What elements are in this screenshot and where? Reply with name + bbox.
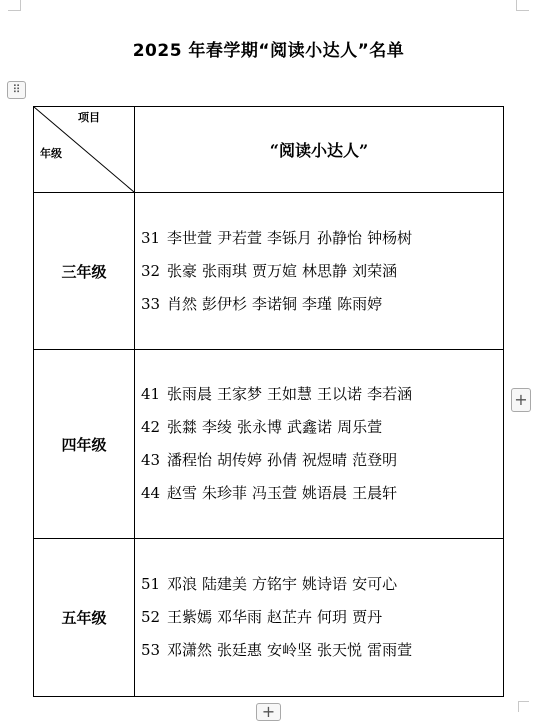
class-number: 42 xyxy=(141,418,161,436)
class-line xyxy=(141,568,503,601)
grade-row xyxy=(34,193,504,350)
class-line xyxy=(141,378,503,411)
class-line xyxy=(141,477,503,510)
student-name: 刘荣涵 xyxy=(352,261,398,280)
student-name: 周乐萱 xyxy=(337,418,383,436)
student-name: 姚诗语 xyxy=(302,575,348,593)
student-name: 张雨晨 xyxy=(167,385,213,403)
add-column-icon[interactable]: + xyxy=(511,388,531,412)
grade-cell[interactable]: 三年级 xyxy=(34,193,135,350)
student-name: 陈雨婷 xyxy=(337,294,383,313)
student-name: 安岭坚 xyxy=(267,641,313,659)
grade-cell[interactable]: 五年级 xyxy=(34,539,135,697)
reading-roster-table xyxy=(33,106,504,697)
class-number: 51 xyxy=(141,575,161,593)
student-name: 林思静 xyxy=(302,261,348,280)
table-move-handle-icon[interactable]: ⠿ xyxy=(7,81,26,99)
student-name: 彭伊杉 xyxy=(202,294,248,313)
margin-corner-mark-top-left xyxy=(8,0,21,11)
student-name: 李诺铜 xyxy=(252,294,298,313)
student-name: 祝煜晴 xyxy=(302,451,348,469)
grade-row xyxy=(34,350,504,539)
student-name: 李铄月 xyxy=(267,228,313,247)
student-name: 王紫嫣 xyxy=(167,608,213,626)
student-list-cell[interactable] xyxy=(135,539,504,697)
class-line xyxy=(141,634,503,667)
student-name: 孙倩 xyxy=(267,451,298,469)
student-name: 贾万媗 xyxy=(252,261,298,280)
student-name: 李瑾 xyxy=(302,294,333,313)
student-name: 张永博 xyxy=(237,418,283,436)
class-number: 44 xyxy=(141,484,161,502)
margin-corner-mark-top-right xyxy=(516,0,529,11)
class-number: 32 xyxy=(141,261,161,280)
class-number: 31 xyxy=(141,228,161,247)
class-number: 53 xyxy=(141,641,161,659)
student-name: 钟杨树 xyxy=(367,228,413,247)
student-name: 邓潇然 xyxy=(167,641,213,659)
student-name: 朱珍菲 xyxy=(202,484,248,502)
student-name: 李若涵 xyxy=(367,385,413,403)
add-row-icon[interactable]: + xyxy=(256,703,281,721)
diagonal-header-cell[interactable] xyxy=(34,107,135,193)
student-name: 邓华雨 xyxy=(217,608,263,626)
student-name: 张豪 xyxy=(167,261,198,280)
diagonal-top-label: 项目 xyxy=(78,111,100,124)
resize-corner-icon[interactable] xyxy=(518,701,529,712)
student-name: 赵雪 xyxy=(167,484,198,502)
class-line xyxy=(141,601,503,634)
student-name: 王家梦 xyxy=(217,385,263,403)
student-name: 张雨琪 xyxy=(202,261,248,280)
student-name: 贾丹 xyxy=(352,608,383,626)
student-name: 潘程怡 xyxy=(167,451,213,469)
diagonal-bottom-label: 年级 xyxy=(40,147,62,160)
student-name: 邓浪 xyxy=(167,575,198,593)
class-number: 33 xyxy=(141,294,161,313)
student-name: 肖然 xyxy=(167,294,198,313)
table-header-row xyxy=(34,107,504,193)
student-list-cell[interactable] xyxy=(135,350,504,539)
class-line xyxy=(141,444,503,477)
page-title: 2025 年春学期“阅读小达人”名单 xyxy=(132,41,405,61)
student-name: 胡传婷 xyxy=(217,451,263,469)
class-number: 43 xyxy=(141,451,161,469)
student-name: 冯玉萱 xyxy=(252,484,298,502)
student-name: 姚语晨 xyxy=(302,484,348,502)
student-name: 王以诺 xyxy=(317,385,363,403)
student-name: 尹若萱 xyxy=(217,228,263,247)
class-number: 41 xyxy=(141,385,161,403)
student-name: 方铭宇 xyxy=(252,575,298,593)
column-header-cell[interactable]: “阅读小达人” xyxy=(135,107,504,193)
grade-cell[interactable]: 四年级 xyxy=(34,350,135,539)
grade-row xyxy=(34,539,504,697)
class-line xyxy=(141,222,503,255)
class-line xyxy=(141,411,503,444)
student-name: 安可心 xyxy=(352,575,398,593)
student-name: 李绫 xyxy=(202,418,233,436)
student-name: 王如慧 xyxy=(267,385,313,403)
student-list-cell[interactable] xyxy=(135,193,504,350)
student-name: 李世萱 xyxy=(167,228,213,247)
student-name: 陆建美 xyxy=(202,575,248,593)
student-name: 武鑫诺 xyxy=(287,418,333,436)
student-name: 张㵘 xyxy=(167,418,198,436)
student-name: 何玥 xyxy=(317,608,348,626)
class-number: 52 xyxy=(141,608,161,626)
student-name: 张廷惠 xyxy=(217,641,263,659)
student-name: 孙静怡 xyxy=(317,228,363,247)
student-name: 雷雨萱 xyxy=(367,641,413,659)
student-name: 张天悦 xyxy=(317,641,363,659)
student-name: 王晨轩 xyxy=(352,484,398,502)
class-line xyxy=(141,288,503,321)
class-line xyxy=(141,255,503,288)
student-name: 赵芷卉 xyxy=(267,608,313,626)
student-name: 范登明 xyxy=(352,451,398,469)
